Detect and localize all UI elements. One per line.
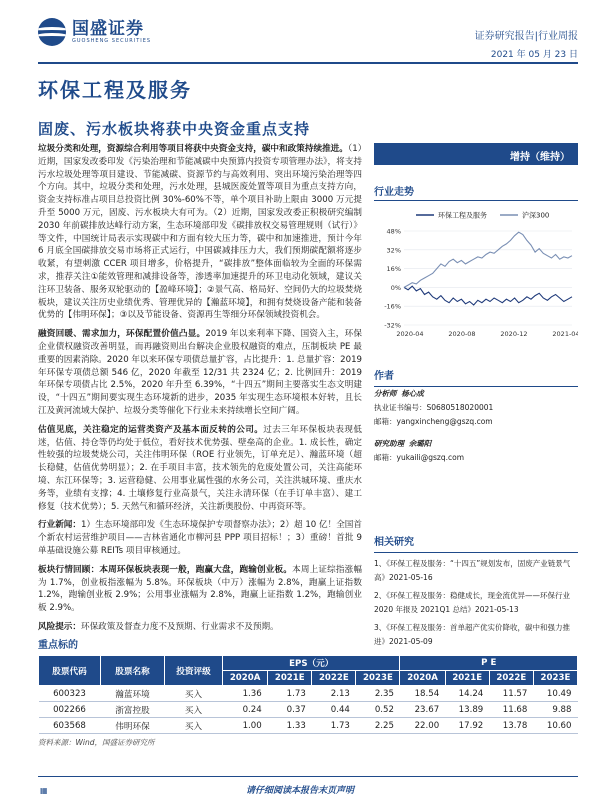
paragraph-policy [38,143,362,322]
related-report-link[interactable]: 1、《环保工程及服务：“十四五”规划发布，固废产业链景气高》2021-05-16 [374,559,571,582]
cell-value: 17.92 [445,718,489,734]
paragraph-market [38,564,362,615]
related-report-link[interactable]: 2、《环保工程及服务：稳健成长，现金流优异——环保行业 2020 年报及 2021Q1 总结》2021-05-13 [374,591,571,614]
paragraph-lead: 行业新闻： [38,520,81,531]
logo-icon [38,18,66,46]
cell-value: 11.68 [489,702,533,718]
cell-value: 11.57 [489,686,533,702]
key-companies-table [38,655,578,734]
report-date: 2021 年 05 月 23 日 [490,50,578,60]
trend-title: 行业走势 [374,183,578,201]
analyst-name: 余璐阳 [408,439,432,448]
cell-code: 600323 [39,686,101,702]
cell-value: 2.25 [356,718,400,734]
analyst-card [374,387,578,429]
key-companies-section [38,636,578,748]
header-year: 2023E [533,671,577,686]
paragraph-text: 1）生态环境部印发《生态环境保护专项督察办法》；2）超 10 亿！全国首个新农村运营维护项目——吉林省通化市柳河县 PPP 项目招标！；3）重磅！首批 9 单基础设施公募 REITs 项目审核通过。 [38,520,362,556]
header-year: 2021E [268,671,312,686]
y-tick-label: 32% [386,246,401,255]
cell-value: 1.00 [223,718,268,734]
y-tick-label: -32% [384,321,401,330]
header-rating: 投资评级 [165,656,223,686]
paragraph-text: 环保政策及督查力度不及预期、行业需求不及预期。 [80,621,279,632]
table-row [39,702,578,718]
analyst-cert: 执业证书编号：S0680518020001 [374,403,494,412]
table-row [39,686,578,702]
header-pe: P E [400,656,578,671]
industry-title: 环保工程及服务 [38,78,192,102]
logo-english: GUOSHENG SECURITIES [72,38,152,44]
paragraph-lead: 风险提示： [38,621,81,632]
cell-value: 18.54 [400,686,445,702]
trend-section [374,183,578,345]
footer-disclaimer: 请仔细阅读本报告末页声明 [245,786,354,796]
paragraph-financing [38,328,362,418]
report-category: 证券研究报告|行业周报 [474,31,578,42]
paragraph-valuation [38,424,362,514]
rating-badge: 增持（维持） [374,143,578,165]
cell-value: 13.78 [489,718,533,734]
header-year: 2022E [312,671,356,686]
y-tick-label: -16% [384,302,401,311]
related-section [374,536,578,649]
analyst-section [374,370,578,465]
legend-label: 环保工程及服务 [438,211,487,220]
cell-value: 2.35 [356,686,400,702]
paragraph-risk [38,621,362,634]
cell-value: 0.37 [268,702,312,718]
header-year: 2020A [223,671,268,686]
x-tick-label: 2020-04 [396,330,424,338]
paragraph-text: 2019 年以来利率下降、国资入主，环保企业债权融资改善明显，而再融资则出台解决企业股权融资的难点，压制板块 PE 最重要的因素消除。2020 年以来环保专项债总量扩容，占比提升：1. 总量扩容：2019 年环保专项债总额 546 亿，2020 年截至 12/31 共 2324 亿；2. 比例回升：2019 年环保专项债占比 2.5%，2020 年升至 6.39%，“十四五”期间主要落实生态文明建设，“十四五”期间要实现生态环境新的进步，2035 年实现生态环境根本好转，且长江及黄河流域大保护、垃圾分类等催化下行业未来持续增长空间广阔。 [38,329,362,416]
related-title: 相关研究 [374,536,578,553]
cell-value: 13.89 [445,702,489,718]
header-divider [38,62,578,64]
header-year: 2020A [400,671,445,686]
paragraph-lead: 估值见底，关注稳定的运营类资产及基本面反转的公司。 [38,424,264,435]
paragraph-text: 过去三年环保板块表现低迷，估值、持仓等仍均处于低位，看好技术优势强、壁垒高的企业。1. 成长性，确定性较强的垃圾焚烧公司，关注伟明环保（ROE 行业领先，订单充足）、瀚蓝环境（超长稳健，估值优势明显）；2. 在手项目丰富，技术领先的危废处置公司，关注高能环境、东江环保等；3. 运营稳健、公用事业属性强的水务公司，关注洪城环境、重庆水务等，业绩有支撑；4. 土壤修复行业高景气，关注永清环保（在手订单丰富）、建工修复（技术优势）；5. 天然气和循环经济，关注新奥股份、中再资环等。 [38,424,362,512]
cell-rating: 买入 [165,686,223,702]
cell-value: 23.67 [400,702,445,718]
header-eps: EPS（元） [223,656,400,671]
header-year: 2023E [356,671,400,686]
cell-value: 10.49 [533,686,577,702]
header-year: 2021E [445,671,489,686]
y-tick-label: 48% [386,227,401,236]
cell-value: 1.36 [223,686,268,702]
series-line [404,232,572,287]
cell-value: 2.13 [312,686,356,702]
cell-rating: 买入 [165,718,223,734]
series-line [404,286,572,305]
header-code: 股票代码 [39,656,101,686]
analyst-card [374,437,578,465]
report-headline: 固废、污水板块将获中央资金重点支持 [38,120,311,138]
cell-name: 伟明环保 [101,718,165,734]
page-footer [0,776,600,800]
paragraph-text: 本周上证综指涨幅为 1.7%，创业板指涨幅为 5.8%。环保板块（中万）涨幅为 2.8%，跑赢上证指数 1.2%，跑输创业板 2.9%；公用事业涨幅为 2.8%，跑赢上证指数 1.2%，跑输创业板 2.9%。 [38,564,362,614]
cell-value: 0.24 [223,702,268,718]
cell-name: 瀚蓝环境 [101,686,165,702]
paragraph-lead: 板块行情回顾：本周环保板块表现一般，跑赢大盘，跑输创业板。 [38,564,293,575]
table-row [39,718,578,734]
y-tick-label: 16% [386,265,401,274]
paragraph-text: （1）近期，国家发改委印发《污染治理和节能减碳中央预算内投资专项管理办法》，将支持污水垃圾处理等项目建设、节能减碳、资源节约与高效利用、突出环境污染治理等四个方向。其中，垃圾分类和处理，污水处理，县城医废处置等项目为重点支持方向，资金支持标准占项目总投资比例 30%-60%不等，单个项目补助上限由 3000 万元提升至 5000 万元，固废、污水板块大有可为。（2）近期，国家发改委正积极研究编制 2030 年前碳排放达峰行动方案，生态环境部印发《碳排放权交易管理规则（试行）》等文件，中国统计局表示实现碳中和方面有较大压力等，碳中和加速推进，预计今年 6 月底全国碳排放交易市场将正式运行，中国碳减排压力大，我们预期碳配额将逐步收紧，有望刺激 CCER 项目增多，价格提升，“碳排放”整体面临较为全面的环保需求，推荐关注①能效管理和减排设备等，渗透率加速提升的环卫电动化领域，建议关注环卫装备、服务双轮驱动的【盈峰环境】；②景气高、格局好、空间仍大的垃圾焚烧板块，建议关注历史业绩优秀、管理优异的【瀚蓝环境】，和拥有焚烧设备产能和装备优势的【伟明环保】；③以及节能设备、资源再生等细分环保领域投资机会。 [38,144,362,321]
page-header [0,0,600,62]
analyst-role: 分析师 [374,389,397,398]
report-body [38,143,362,640]
analyst-email[interactable]: 邮箱：yukaili@gszq.com [374,453,465,462]
cell-value: 0.52 [356,702,400,718]
cell-name: 浙富控股 [101,702,165,718]
paragraph-lead: 融资回暖、需求加力，环保配置价值凸显。 [38,329,206,340]
cell-value: 14.24 [445,686,489,702]
footer-divider [38,776,578,777]
x-tick-label: 2021-04 [552,330,578,338]
x-tick-label: 2020-08 [448,330,476,338]
cell-value: 1.33 [268,718,312,734]
y-tick-label: 0% [390,283,401,292]
analysts-title: 作者 [374,370,578,387]
related-report-link[interactable]: 3、《环保工程及服务：首单超产优实价降收，碳中和强力推进》2021-05-09 [374,623,571,646]
cell-code: 603568 [39,718,101,734]
x-tick-label: 2020-12 [500,330,528,338]
cell-code: 002266 [39,702,101,718]
cell-value: 0.44 [312,702,356,718]
cell-value: 10.60 [533,718,577,734]
qr-icon: ▦ [40,786,48,795]
company-logo [38,18,151,46]
sidebar [374,143,578,646]
header-year: 2022E [489,671,533,686]
analyst-role: 研究助理 [374,439,404,448]
logo-name: 国盛证券 [72,19,144,39]
cell-rating: 买入 [165,702,223,718]
cell-value: 22.00 [400,718,445,734]
analyst-email[interactable]: 邮箱：yangxincheng@gszq.com [374,417,493,426]
legend-label: 沪深300 [522,211,550,220]
paragraph-news [38,519,362,557]
header-name: 股票名称 [101,656,165,686]
paragraph-lead: 垃圾分类和处理，资源综合利用等项目将获中央资金支持，碳中和政策持续推进。 [38,144,348,154]
key-companies-title: 重点标的 [38,640,78,651]
cell-value: 1.73 [268,686,312,702]
cell-value: 9.88 [533,702,577,718]
table-source: 资料来源：Wind，国盛证券研究所 [38,738,155,747]
cell-value: 1.73 [312,718,356,734]
analyst-name: 杨心成 [401,389,424,398]
trend-chart [374,201,578,341]
